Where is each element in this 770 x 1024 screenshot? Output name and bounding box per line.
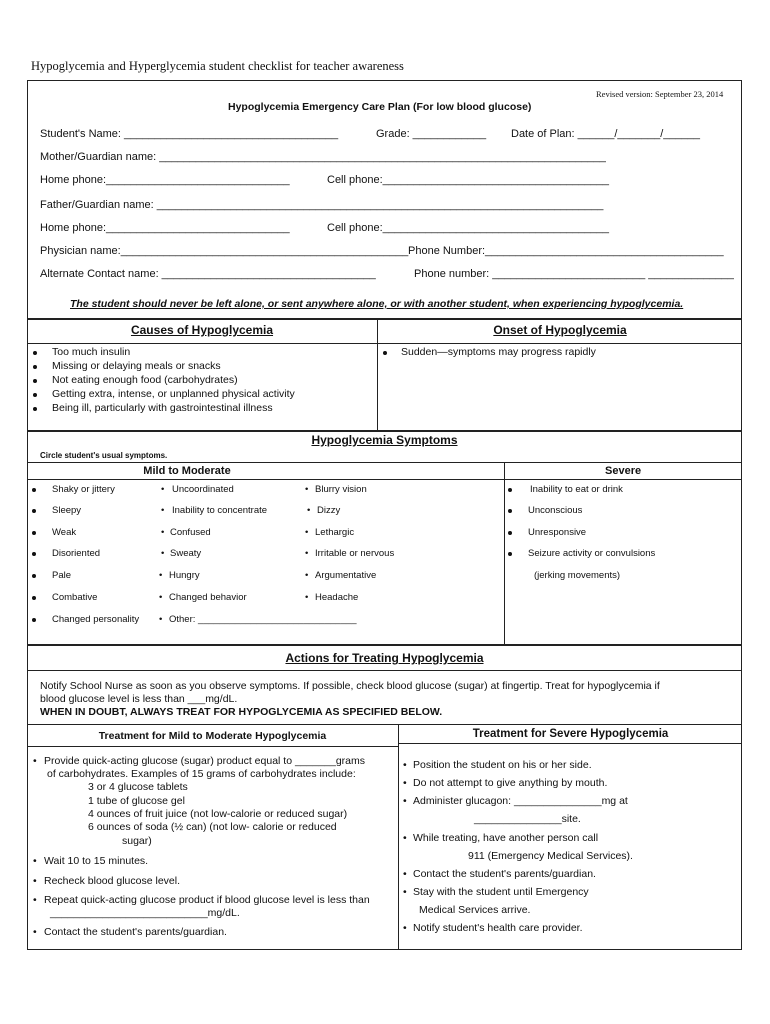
divider bbox=[27, 670, 742, 671]
symptom-item[interactable]: Dizzy bbox=[317, 505, 341, 516]
symptom-item[interactable]: Confused bbox=[170, 527, 211, 538]
symptom-item[interactable]: Inability to eat or drink bbox=[530, 484, 623, 495]
page-title: Hypoglycemia and Hyperglycemia student checklist for teacher awareness bbox=[31, 59, 404, 73]
mother-guardian-field[interactable]: Mother/Guardian name: _________________________________________________________________________ bbox=[40, 151, 606, 163]
bullet-icon: • bbox=[305, 570, 309, 581]
bullet-icon bbox=[33, 407, 37, 411]
symptom-item[interactable]: Changed behavior bbox=[169, 592, 247, 603]
list-item: Stay with the student until Emergency bbox=[413, 886, 589, 898]
bullet-icon bbox=[32, 552, 36, 556]
physician-field[interactable]: Physician name:_______________________________________________ bbox=[40, 245, 409, 257]
symptom-item[interactable]: Sleepy bbox=[52, 505, 82, 516]
list-item: While treating, have another person call bbox=[413, 832, 599, 844]
bullet-icon: • bbox=[305, 484, 309, 495]
list-item: Getting extra, intense, or unplanned physical activity bbox=[52, 388, 295, 400]
alternate-contact-field[interactable]: Alternate Contact name: ___________________________________ bbox=[40, 268, 376, 280]
symptom-item[interactable]: Seizure activity or convulsions bbox=[528, 548, 656, 559]
bullet-icon: • bbox=[33, 875, 37, 887]
actions-warning: WHEN IN DOUBT, ALWAYS TREAT FOR HYPOGLYCEMIA AS SPECIFIED BELOW. bbox=[40, 706, 443, 718]
divider bbox=[27, 318, 742, 320]
divider bbox=[27, 343, 742, 344]
bullet-icon bbox=[32, 596, 36, 600]
bullet-icon bbox=[33, 379, 37, 383]
causes-heading: Causes of Hypoglycemia bbox=[130, 323, 274, 337]
bullet-icon: • bbox=[403, 886, 407, 898]
divider bbox=[504, 462, 505, 644]
alternate-phone-field[interactable]: Phone number: _________________________ ______________ bbox=[414, 268, 734, 280]
list-item: Contact the student's parents/guardian. bbox=[413, 868, 596, 880]
student-name-field[interactable]: Student's Name: ___________________________________ bbox=[40, 128, 339, 140]
list-item[interactable]: Administer glucagon: _______________mg at bbox=[413, 795, 628, 807]
home-phone-field[interactable]: Home phone:______________________________ bbox=[40, 222, 290, 234]
bullet-icon bbox=[383, 351, 387, 355]
list-item: Repeat quick-acting glucose product if blood glucose level is less than bbox=[44, 894, 370, 906]
bullet-icon: • bbox=[161, 484, 165, 495]
list-item: 911 (Emergency Medical Services). bbox=[468, 850, 633, 862]
bullet-icon bbox=[508, 488, 512, 492]
bullet-icon: • bbox=[305, 592, 309, 603]
symptom-item[interactable]: Argumentative bbox=[315, 570, 377, 581]
onset-heading: Onset of Hypoglycemia bbox=[493, 323, 627, 337]
divider bbox=[398, 743, 742, 744]
list-item: 3 or 4 glucose tablets bbox=[88, 781, 188, 793]
list-item: of carbohydrates. Examples of 15 grams of carbohydrates include: bbox=[47, 768, 356, 780]
bullet-icon: • bbox=[403, 922, 407, 934]
bullet-icon: • bbox=[403, 777, 407, 789]
divider bbox=[27, 430, 742, 432]
list-item: Medical Services arrive. bbox=[419, 904, 531, 916]
divider bbox=[27, 644, 742, 646]
symptoms-instruction: Circle student's usual symptoms. bbox=[40, 451, 168, 460]
list-item: Too much insulin bbox=[52, 346, 131, 358]
bullet-icon bbox=[508, 552, 512, 556]
symptom-item[interactable]: Blurry vision bbox=[315, 484, 367, 495]
bullet-icon: • bbox=[307, 505, 311, 516]
divider bbox=[398, 724, 399, 950]
bullet-icon: • bbox=[33, 926, 37, 938]
bullet-icon bbox=[32, 509, 36, 513]
list-item: Missing or delaying meals or snacks bbox=[52, 360, 221, 372]
bullet-icon bbox=[32, 531, 36, 535]
actions-text: Notify School Nurse as soon as you observe symptoms. If possible, check blood glucose (sugar) at fingertip. Treat for hypoglycemia if bbox=[40, 680, 660, 692]
symptom-item[interactable]: Shaky or jittery bbox=[52, 484, 115, 495]
symptom-item[interactable]: Weak bbox=[52, 527, 77, 538]
bullet-icon bbox=[32, 618, 36, 622]
list-item: Being ill, particularly with gastrointestinal illness bbox=[52, 402, 273, 414]
list-item[interactable]: _______________site. bbox=[474, 813, 581, 825]
bullet-icon bbox=[33, 393, 37, 397]
symptom-item[interactable]: Hungry bbox=[169, 570, 200, 581]
bullet-icon: • bbox=[161, 527, 165, 538]
symptom-item[interactable]: Combative bbox=[52, 592, 98, 603]
list-item: sugar) bbox=[122, 835, 152, 847]
cell-phone-field[interactable]: Cell phone:_____________________________________ bbox=[327, 174, 610, 186]
list-item: Recheck blood glucose level. bbox=[44, 875, 180, 887]
list-item: Do not attempt to give anything by mouth. bbox=[413, 777, 608, 789]
supervision-warning: The student should never be left alone, or sent anywhere alone, or with another student, when experiencing hypoglycemia. bbox=[70, 298, 684, 310]
divider bbox=[27, 462, 742, 463]
cell-phone-field[interactable]: Cell phone:_____________________________________ bbox=[327, 222, 610, 234]
list-item: Position the student on his or her side. bbox=[413, 759, 592, 771]
bullet-icon bbox=[32, 574, 36, 578]
bullet-icon: • bbox=[305, 527, 309, 538]
bullet-icon: • bbox=[305, 548, 309, 559]
home-phone-field[interactable]: Home phone:______________________________ bbox=[40, 174, 290, 186]
list-item: Sudden—symptoms may progress rapidly bbox=[401, 346, 596, 358]
list-item: Wait 10 to 15 minutes. bbox=[44, 855, 149, 867]
list-item: 1 tube of glucose gel bbox=[88, 795, 185, 807]
symptom-item[interactable]: Headache bbox=[315, 592, 359, 603]
list-item: 6 ounces of soda (½ can) (not low- calorie or reduced bbox=[88, 821, 337, 833]
mild-treatment-heading: Treatment for Mild to Moderate Hypoglycemia bbox=[98, 730, 327, 742]
bullet-icon bbox=[32, 488, 36, 492]
list-item: Not eating enough food (carbohydrates) bbox=[52, 374, 238, 386]
symptom-item[interactable]: Lethargic bbox=[315, 527, 355, 538]
plan-title: Hypoglycemia Emergency Care Plan (For low blood glucose) bbox=[228, 101, 532, 113]
list-item[interactable]: ___________________________mg/dL. bbox=[50, 907, 240, 919]
mild-heading: Mild to Moderate bbox=[143, 465, 231, 477]
bullet-icon: • bbox=[161, 505, 165, 516]
bullet-icon: • bbox=[33, 855, 37, 867]
symptom-item[interactable]: Disoriented bbox=[52, 548, 101, 559]
symptom-item[interactable]: Pale bbox=[52, 570, 72, 581]
list-item: Contact the student's parents/guardian. bbox=[44, 926, 227, 938]
actions-heading: Actions for Treating Hypoglycemia bbox=[285, 651, 484, 665]
severe-heading: Severe bbox=[605, 465, 642, 477]
grade-field[interactable]: Grade: ____________ bbox=[376, 128, 487, 140]
bullet-icon: • bbox=[33, 755, 37, 767]
list-item: Provide quick-acting glucose (sugar) product equal to _______grams bbox=[44, 755, 366, 767]
symptom-item[interactable]: Unresponsive bbox=[528, 527, 587, 538]
bullet-icon bbox=[508, 531, 512, 535]
bullet-icon: • bbox=[403, 868, 407, 880]
bullet-icon bbox=[508, 509, 512, 513]
symptom-item[interactable]: Uncoordinated bbox=[172, 484, 234, 495]
divider bbox=[27, 724, 742, 725]
bullet-icon: • bbox=[159, 570, 163, 581]
symptom-other-field[interactable]: Other: ______________________________ bbox=[169, 614, 357, 625]
severe-treatment-heading: Treatment for Severe Hypoglycemia bbox=[472, 728, 669, 740]
bullet-icon: • bbox=[33, 894, 37, 906]
bullet-icon: • bbox=[403, 832, 407, 844]
symptom-item[interactable]: Irritable or nervous bbox=[315, 548, 395, 559]
bullet-icon: • bbox=[159, 592, 163, 603]
bullet-icon: • bbox=[159, 614, 163, 625]
bullet-icon: • bbox=[403, 759, 407, 771]
symptom-item[interactable]: Unconscious bbox=[528, 505, 583, 516]
divider bbox=[27, 746, 398, 747]
symptom-item[interactable]: Sweaty bbox=[170, 548, 202, 559]
revised-date: Revised version: September 23, 2014 bbox=[596, 89, 724, 99]
divider bbox=[27, 479, 742, 480]
date-of-plan-field[interactable]: Date of Plan: ______/_______/______ bbox=[511, 128, 700, 140]
bullet-icon: • bbox=[403, 795, 407, 807]
symptoms-heading: Hypoglycemia Symptoms bbox=[311, 433, 458, 447]
bullet-icon bbox=[33, 365, 37, 369]
symptom-item[interactable]: Inability to concentrate bbox=[172, 505, 268, 516]
bullet-icon bbox=[33, 351, 37, 355]
father-guardian-field[interactable]: Father/Guardian name: _________________________________________________________________________ bbox=[40, 199, 604, 211]
physician-phone-field[interactable]: Phone Number:_______________________________________ bbox=[408, 245, 724, 257]
symptom-note: (jerking movements) bbox=[534, 570, 621, 581]
list-item: Notify student's health care provider. bbox=[413, 922, 583, 934]
symptom-item[interactable]: Changed personality bbox=[52, 614, 140, 625]
actions-text: blood glucose level is less than ___mg/dL. bbox=[40, 693, 238, 705]
bullet-icon: • bbox=[161, 548, 165, 559]
list-item: 4 ounces of fruit juice (not low-calorie or reduced sugar) bbox=[88, 808, 348, 820]
